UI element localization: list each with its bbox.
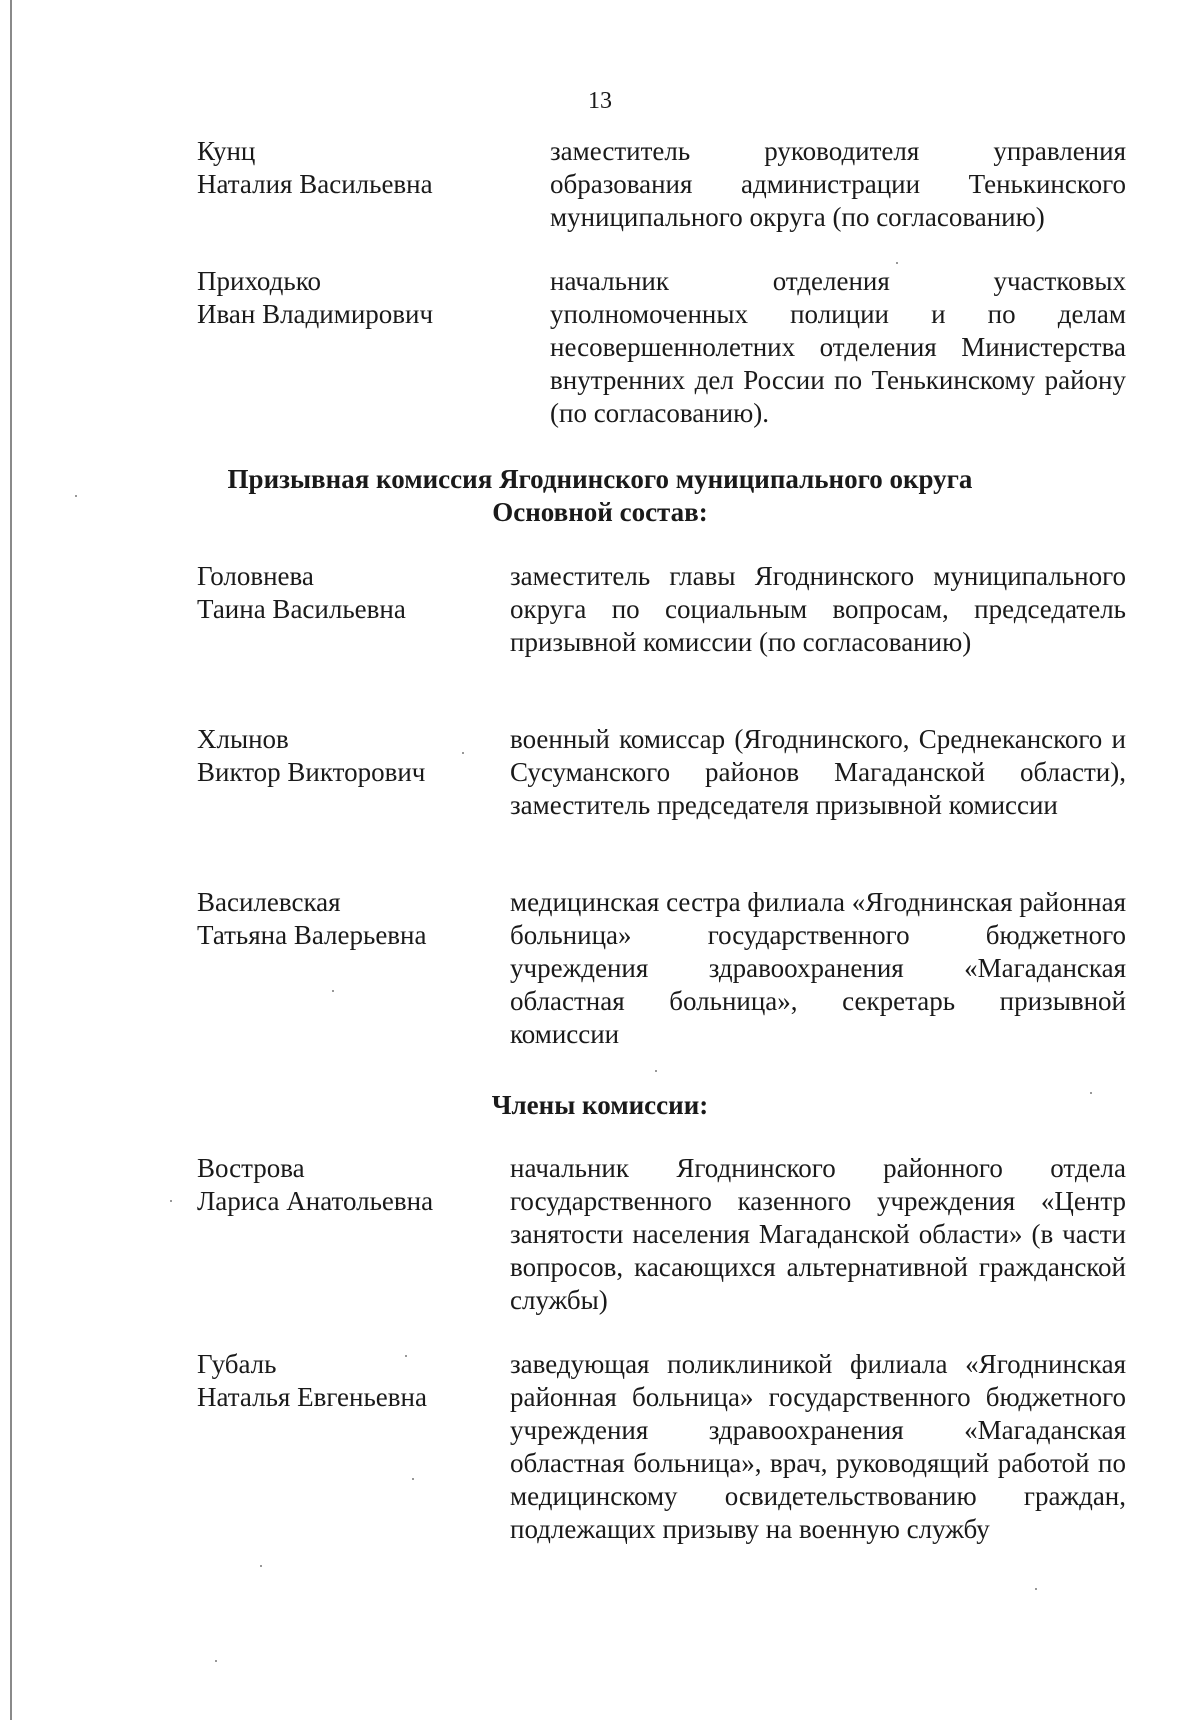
member-role: заместитель руководителя управления образования администрации Тенькинского муниципального округа (по согласованию) bbox=[550, 136, 1126, 232]
member-surname: Хлынов bbox=[197, 724, 289, 754]
scan-speck bbox=[655, 1070, 657, 1072]
member-name bbox=[197, 886, 487, 952]
commission-title: Призывная комиссия Ягоднинского муниципального округа bbox=[227, 464, 973, 494]
member-name bbox=[197, 1152, 487, 1218]
member-surname: Губаль bbox=[197, 1349, 277, 1379]
member-given-names: Лариса Анатольевна bbox=[197, 1186, 434, 1216]
scan-speck bbox=[170, 1200, 172, 1202]
member-given-names: Татьяна Валерьевна bbox=[197, 920, 427, 950]
member-given-names: Иван Владимирович bbox=[197, 299, 434, 329]
member-name bbox=[197, 265, 487, 331]
member-name bbox=[197, 723, 487, 789]
member-name bbox=[197, 135, 487, 201]
scan-edge bbox=[10, 0, 12, 1720]
member-name bbox=[197, 560, 487, 626]
member-surname: Головнева bbox=[197, 561, 314, 591]
member-role: начальник Ягоднинского районного отдела государственного казенного учреждения «Центр занятости населения Магаданской области» (в части вопросов, касающихся альтернативной гражданской службы) bbox=[510, 1153, 1126, 1315]
scan-speck bbox=[75, 495, 77, 497]
commission-members-heading bbox=[0, 1089, 1200, 1122]
member-given-names: Наталья Евгеньевна bbox=[197, 1382, 427, 1412]
member-role: начальник отделения участковых уполномоченных полиции и по делам несовершеннолетних отделения Министерства внутренних дел России по Тенькинскому району (по согласованию). bbox=[550, 266, 1126, 428]
scan-speck bbox=[1090, 1092, 1092, 1094]
member-surname: Кунц bbox=[197, 136, 256, 166]
member-given-names: Наталия Васильевна bbox=[197, 169, 433, 199]
scan-speck bbox=[1035, 1588, 1037, 1590]
scan-speck bbox=[215, 1660, 217, 1662]
member-given-names: Виктор Викторович bbox=[197, 757, 426, 787]
member-given-names: Таина Васильевна bbox=[197, 594, 406, 624]
scan-speck bbox=[462, 752, 464, 754]
scan-speck bbox=[896, 262, 898, 264]
member-role: военный комиссар (Ягоднинского, Среднеканского и Сусуманского районов Магаданской области), заместитель председателя призывной комиссии bbox=[510, 724, 1126, 820]
member-surname: Приходько bbox=[197, 266, 321, 296]
page-number: 13 bbox=[588, 88, 612, 114]
scan-speck bbox=[260, 1565, 262, 1567]
scan-speck bbox=[412, 1478, 414, 1480]
member-role: заместитель главы Ягоднинского муниципального округа по социальным вопросам, председатель призывной комиссии (по согласованию) bbox=[510, 561, 1126, 657]
member-surname: Вострова bbox=[197, 1153, 305, 1183]
members-heading: Члены комиссии: bbox=[491, 1090, 709, 1120]
main-composition-heading: Основной состав: bbox=[492, 497, 708, 527]
member-surname: Василевская bbox=[197, 887, 341, 917]
member-role: заведующая поликлиникой филиала «Ягоднинская районная больница» государственного бюджетного учреждения здравоохранения «Магаданская областная больница», врач, руководящий работой по медицинскому освидетельствованию граждан, подлежащих призыву на военную службу bbox=[510, 1349, 1126, 1544]
member-name bbox=[197, 1348, 487, 1414]
scan-speck bbox=[332, 990, 334, 992]
member-role: медицинская сестра филиала «Ягоднинская районная больница» государственного бюджетного учреждения здравоохранения «Магаданская областная больница», секретарь призывной комиссии bbox=[510, 887, 1127, 1049]
scan-speck bbox=[405, 1355, 407, 1357]
commission-heading bbox=[0, 463, 1200, 529]
